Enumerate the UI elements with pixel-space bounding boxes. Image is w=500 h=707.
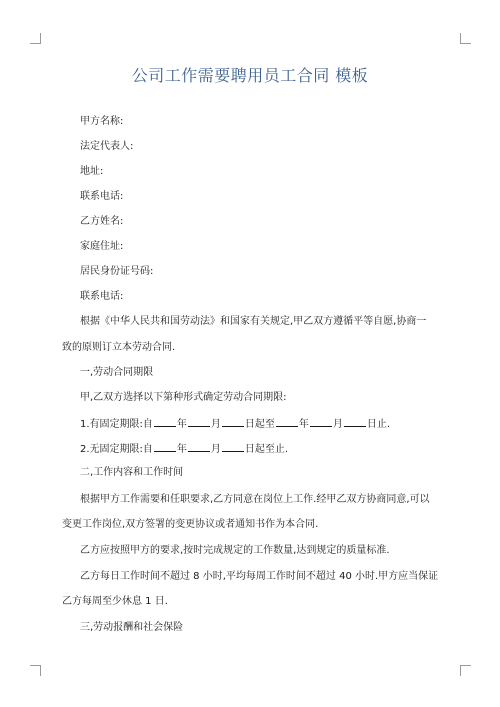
section-2-para-1-line-1: 根据甲方工作需要和任职要求,乙方同意在岗位上工作.经甲乙双方协商同意,可以 bbox=[80, 494, 430, 505]
fixed-end-month-label: 月 bbox=[332, 419, 343, 430]
intro-line-2: 致的原则订立本劳动合同. bbox=[62, 342, 176, 353]
open-day-start-label: 日起至止. bbox=[244, 444, 289, 455]
fixed-year-label: 年 bbox=[176, 419, 187, 430]
party-a-phone-label: 联系电话: bbox=[80, 191, 124, 202]
crop-mark-bottom-right bbox=[460, 665, 471, 676]
party-a-address-label: 地址: bbox=[80, 166, 104, 177]
fixed-term-prefix: 1.有固定期限:自 bbox=[80, 419, 153, 430]
fixed-start-year-blank[interactable] bbox=[154, 417, 176, 427]
fixed-end-year-blank[interactable] bbox=[276, 417, 298, 427]
party-b-name-label: 乙方姓名: bbox=[80, 216, 124, 227]
open-year-label: 年 bbox=[176, 444, 187, 455]
open-start-year-blank[interactable] bbox=[154, 442, 176, 452]
section-1-line-1: 甲,乙双方选择以下第种形式确定劳动合同期限: bbox=[80, 392, 287, 403]
fixed-end-month-blank[interactable] bbox=[310, 417, 332, 427]
section-1-heading: 一,劳动合同期限 bbox=[80, 367, 154, 378]
intro-line-1: 根据《中华人民共和国劳动法》和国家有关规定,甲乙双方遵循平等自愿,协商一 bbox=[80, 316, 427, 327]
document-title: 公司工作需要聘用员工合同 模板 bbox=[131, 66, 369, 85]
crop-mark-bottom-left bbox=[30, 665, 41, 676]
party-a-name-label: 甲方名称: bbox=[80, 116, 124, 127]
section-2-para-3-line-1: 乙方每日工作时间不超过 8 小时,平均每周工作时间不超过 40 小时.甲方应当保证 bbox=[80, 571, 439, 582]
open-start-day-blank[interactable] bbox=[222, 442, 244, 452]
fixed-day-start-label: 日起至 bbox=[244, 419, 275, 430]
crop-mark-top-right bbox=[460, 33, 471, 44]
fixed-start-month-blank[interactable] bbox=[188, 417, 210, 427]
open-term-prefix: 2.无固定期限:自 bbox=[80, 444, 153, 455]
section-2-heading: 二,工作内容和工作时间 bbox=[80, 467, 184, 478]
fixed-start-day-blank[interactable] bbox=[222, 417, 244, 427]
fixed-month-label: 月 bbox=[210, 419, 221, 430]
party-a-rep-label: 法定代表人: bbox=[80, 141, 134, 152]
section-2-para-3-line-2: 乙方每周至少休息 1 日. bbox=[62, 596, 168, 607]
fixed-end-day-blank[interactable] bbox=[344, 417, 366, 427]
fixed-term-line bbox=[80, 417, 390, 431]
party-b-home-label: 家庭住址: bbox=[80, 241, 124, 252]
section-3-heading: 三,劳动报酬和社会保险 bbox=[80, 622, 184, 633]
section-2-para-1-line-2: 变更工作岗位,双方签署的变更协议或者通知书作为本合同. bbox=[62, 519, 319, 530]
fixed-day-end-label: 日止. bbox=[366, 419, 391, 430]
fixed-end-year-label: 年 bbox=[298, 419, 309, 430]
party-b-id-label: 居民身份证号码: bbox=[80, 266, 154, 277]
open-start-month-blank[interactable] bbox=[188, 442, 210, 452]
open-month-label: 月 bbox=[210, 444, 221, 455]
party-b-phone-label: 联系电话: bbox=[80, 291, 124, 302]
crop-mark-top-left bbox=[30, 33, 41, 44]
section-2-para-2: 乙方应按照甲方的要求,按时完成规定的工作数量,达到规定的质量标准. bbox=[80, 545, 390, 556]
open-term-line bbox=[80, 442, 288, 456]
